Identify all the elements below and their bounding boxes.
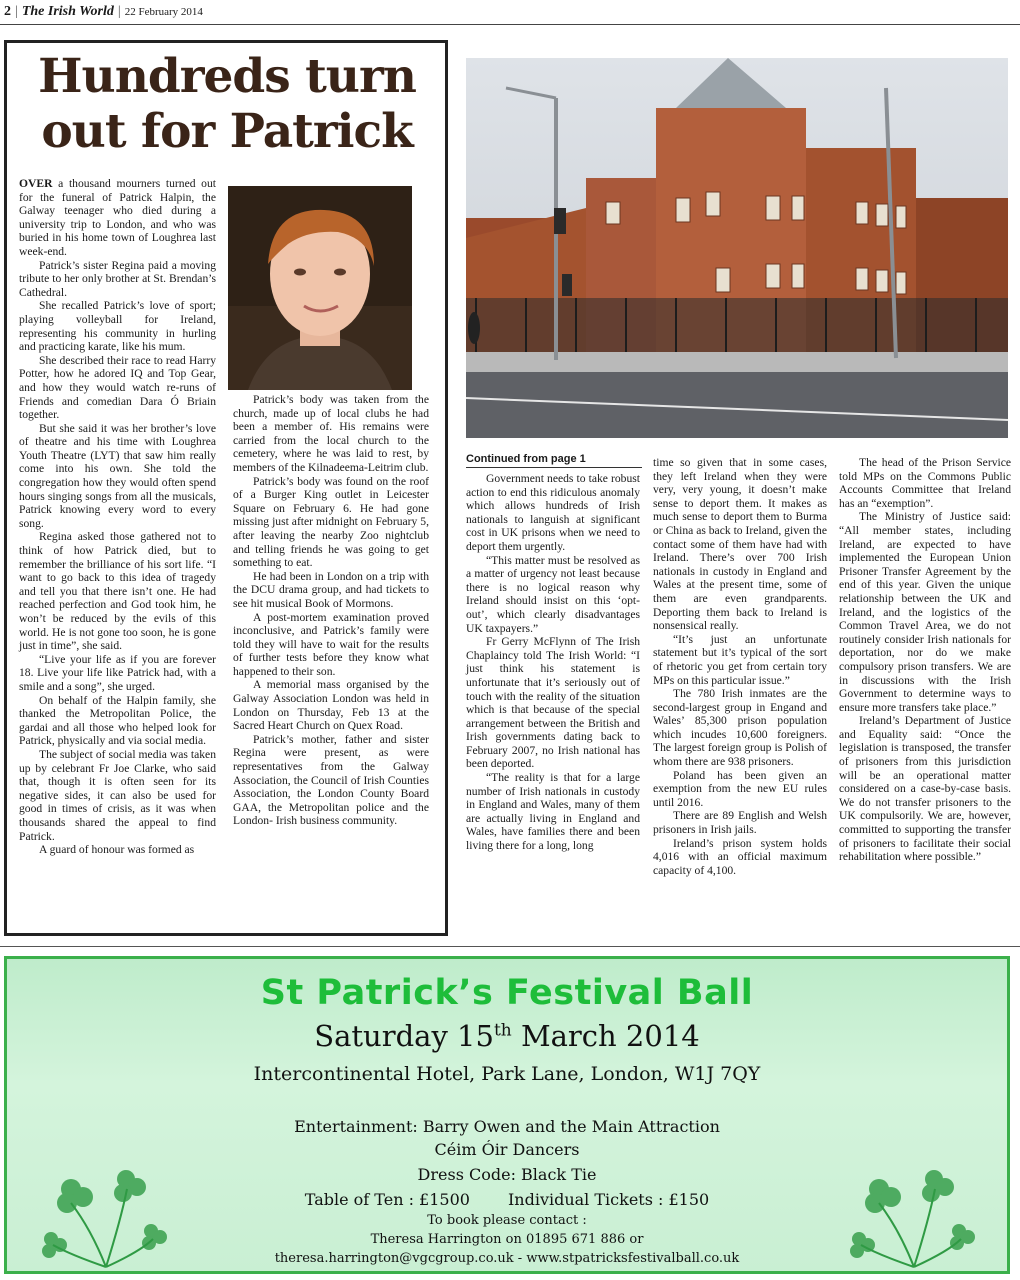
portrait-photo	[228, 186, 412, 390]
prison-building-photo	[466, 58, 1008, 438]
lead-word: OVER	[19, 177, 53, 190]
ad-book: To book please contact :	[427, 1213, 587, 1228]
masthead: 2 | The Irish World | 22 February 2014	[4, 4, 203, 19]
paragraph: The 780 Irish inmates are the second-largest group in Engand and Wales’ 85,300 prison population which incudes 10,600 foreigners. The largest foreign group is Polish of whom there are 938 prisoners.	[653, 687, 827, 769]
continued-label: Continued from page 1	[466, 453, 586, 465]
top-rule	[0, 24, 1020, 25]
story-column-1	[19, 177, 216, 857]
continued-column-1	[466, 472, 640, 853]
paragraph: She described their race to read Harry Potter, how he adored IQ and Top Gear, and how they would watch re-runs of Friends and comedian Dara Ó Briain together.	[19, 353, 216, 422]
paragraph: Patrick’s body was found on the roof of a Burger King outlet in Leicester Square on February 6. He had gone missing just after midnight on February 5, after leaving the nearby Zoo nightclub and telling friends he was going to get something to eat.	[233, 474, 429, 570]
paragraph: A post-mortem examination proved inconclusive, and Patrick’s family were told they will have to wait for the results of further tests before they know what happened to their son.	[233, 610, 429, 678]
paragraph: “It’s just an unfortunate statement but it’s typical of the sort of rhetoric you get from certain tory MPs on this particular issue.”	[653, 632, 827, 687]
paragraph: Patrick’s sister Regina paid a moving tribute to her only brother at St. Brendan’s Cathedral.	[19, 258, 216, 299]
headline-line-1: Hundreds turn	[38, 49, 416, 104]
paragraph: The Ministry of Justice said: “All member states, including Ireland, are expected to have implemented the European Union Prisoner Transfer Agreement by the end of this year. Given the unique relationship between the UK and Ireland, and the logistics of the Common Travel Area, we do not routinely consider Irish nationals for deportation, nor do we make compulsory prison transfers. We are in discussions with the Irish Government to determine ways to ensure more transfers take place.”	[839, 510, 1011, 714]
paragraph: But she said it was her brother’s love of theatre and his time with Loughrea Youth Theatre (LYT) that saw him really come into his own. She told the congregation how they would often spend hours singing songs from all the musicals, Patrick knowing every word to every song.	[19, 421, 216, 530]
paragraph: time so given that in some cases, they left Ireland when they were very, very young, it doesn’t make sense to deport them. It makes as much sense to deport them to Burma or China as back to Ireland, given the contact some of them have had with Ireland. There’s over 700 Irish nationals in custody in England and Wales at the present time, some of them are even grandparents. Deporting them back to Ireland is nonsensical really.	[653, 456, 827, 633]
paragraph: He had been in London on a trip with the DCU drama group, and had tickets to see hit musical Book of Mormons.	[233, 569, 429, 610]
ad-date	[7, 1019, 1007, 1053]
issue-date: 22 February 2014	[124, 6, 203, 18]
paper-name: The Irish World	[21, 4, 114, 19]
ad-email-website: theresa.harrington@vgcgroup.co.uk - www.stpatricksfestivalball.co.uk	[274, 1251, 740, 1266]
paragraph: Regina asked those gathered not to think of how Patrick died, but to remember the brilliance of his sort life. “I want to go back to this idea of tragedy and tell you that there isn’t one. He had reached perfection and God took him, he won’t be reduced by the evils of this world. He is not gone too soon, he is gone just in time”, she said.	[19, 530, 216, 653]
paragraph: Fr Gerry McFlynn of The Irish Chaplaincy told The Irish World: “I just think his statement is unfortunate that it’s seriously out of touch with the reality of the situation which is that because of the special arrangement between the British and Irish governments dating back to February 2007, no Irish national has been deported.	[466, 635, 640, 771]
festival-ball-ad	[4, 956, 1010, 1274]
paragraph: “Live your life as if you are forever 18. Live your life like Patrick had, with a smile and a song”, she urged.	[19, 652, 216, 693]
ad-dancers: Céim Óir Dancers	[434, 1140, 580, 1159]
paragraph: Poland has been given an exemption from the new EU rules until 2016.	[653, 768, 827, 809]
paragraph: OVER a thousand mourners turned out for the funeral of Patrick Halpin, the Galway teenager who died during a university trip to London, and who was buried in his home town of Loughrea last week-end.	[19, 177, 216, 258]
ad-entertainment: Entertainment: Barry Owen and the Main Attraction	[294, 1117, 720, 1136]
paragraph: The subject of social media was taken up by celebrant Fr Joe Clarke, who said that, though it is often seen for its negative sides, it can also be used for good in times of crisis, as it was when thousands shared the appeal to find Patrick.	[19, 747, 216, 843]
paragraph: “The reality is that for a large number of Irish nationals in custody in England and Wales, many of them are actually living in England and Wales, have families there and been living there for a long, long	[466, 771, 640, 853]
shamrock-left-icon	[31, 1159, 181, 1269]
page-number: 2	[4, 4, 11, 19]
ad-table-price: Table of Ten : £1500	[304, 1190, 470, 1209]
ad-venue: Intercontinental Hotel, Park Lane, London, W1J 7QY	[253, 1063, 761, 1085]
continued-column-3	[839, 456, 1011, 864]
ad-date-day: Saturday 15	[314, 1019, 494, 1053]
paragraph: “This matter must be resolved as a matter of urgency not least because there is no logical reason why Ireland should insist on this ‘opt-out’, which clearly disadvantages UK taxpayers.”	[466, 553, 640, 635]
headline-line-2: out for Patrick	[41, 104, 413, 159]
paragraph: There are 89 English and Welsh prisoners in Irish jails.	[653, 809, 827, 837]
paragraph: Ireland’s Department of Justice and Equality said: “Once the legislation is transposed, the transfer of prisoners from this jurisdiction will be an operational matter considered on a case-by-case basis. We do not transfer prisoners to the UK compulsorily. We are, however, committed to supporting the transfer of prisoners to facilitate their social rehabilitation where possible.”	[839, 714, 1011, 864]
paragraph: She recalled Patrick’s love of sport; playing volleyball for Ireland, representing his community in hurling and practicing karate, like his mum.	[19, 299, 216, 354]
ad-date-month-year: March 2014	[511, 1019, 700, 1053]
paragraph: Ireland’s prison system holds 4,016 with an official maximum capacity of 4,100.	[653, 836, 827, 877]
ad-individual-price: Individual Tickets : £150	[507, 1190, 710, 1209]
ad-date-suffix: th	[493, 1020, 512, 1041]
ad-dress-code: Dress Code: Black Tie	[417, 1165, 597, 1184]
section-rule	[0, 946, 1020, 947]
shamrock-right-icon	[839, 1159, 989, 1269]
paragraph: Patrick’s body was taken from the church, made up of local clubs he had been a member of. His remains were carried from the local church to the cemetery, where he was laid to rest, by members of the Kilnadeema-Leitrim club.	[233, 393, 429, 474]
continued-column-2	[653, 456, 827, 877]
paragraph: Patrick’s mother, father and sister Regina were present, as were representatives from the Galway Association, the Council of Irish Counties Association, the London County Board GAA, the Metropolitan police and the London- Irish business community.	[233, 732, 429, 828]
paragraph: The head of the Prison Service told MPs on the Commons Public Accounts Committee that Ireland has an “exemption”.	[839, 456, 1011, 510]
story-headline	[17, 49, 437, 159]
continued-rule	[466, 467, 642, 468]
paragraph: A guard of honour was formed as	[39, 843, 195, 857]
paragraph: On behalf of the Halpin family, she thanked the Metropolitan Police, the gardai and all those who helped look for Patrick, physically and via social media.	[19, 693, 216, 748]
story-column-2	[233, 393, 429, 828]
paragraph: A memorial mass organised by the Galway Association London was held in London on Thursday, Feb 13 at the Sacred Heart Church on Quex Road.	[233, 678, 429, 733]
paragraph: Government needs to take robust action to end this ridiculous anomaly which allows hundreds of Irish nationals to languish at significant cost in UK prisons when we need to deport them urgently.	[466, 472, 640, 553]
ad-title: St Patrick’s Festival Ball	[260, 973, 754, 1013]
ad-contact: Theresa Harrington on 01895 671 886 or	[370, 1232, 644, 1247]
